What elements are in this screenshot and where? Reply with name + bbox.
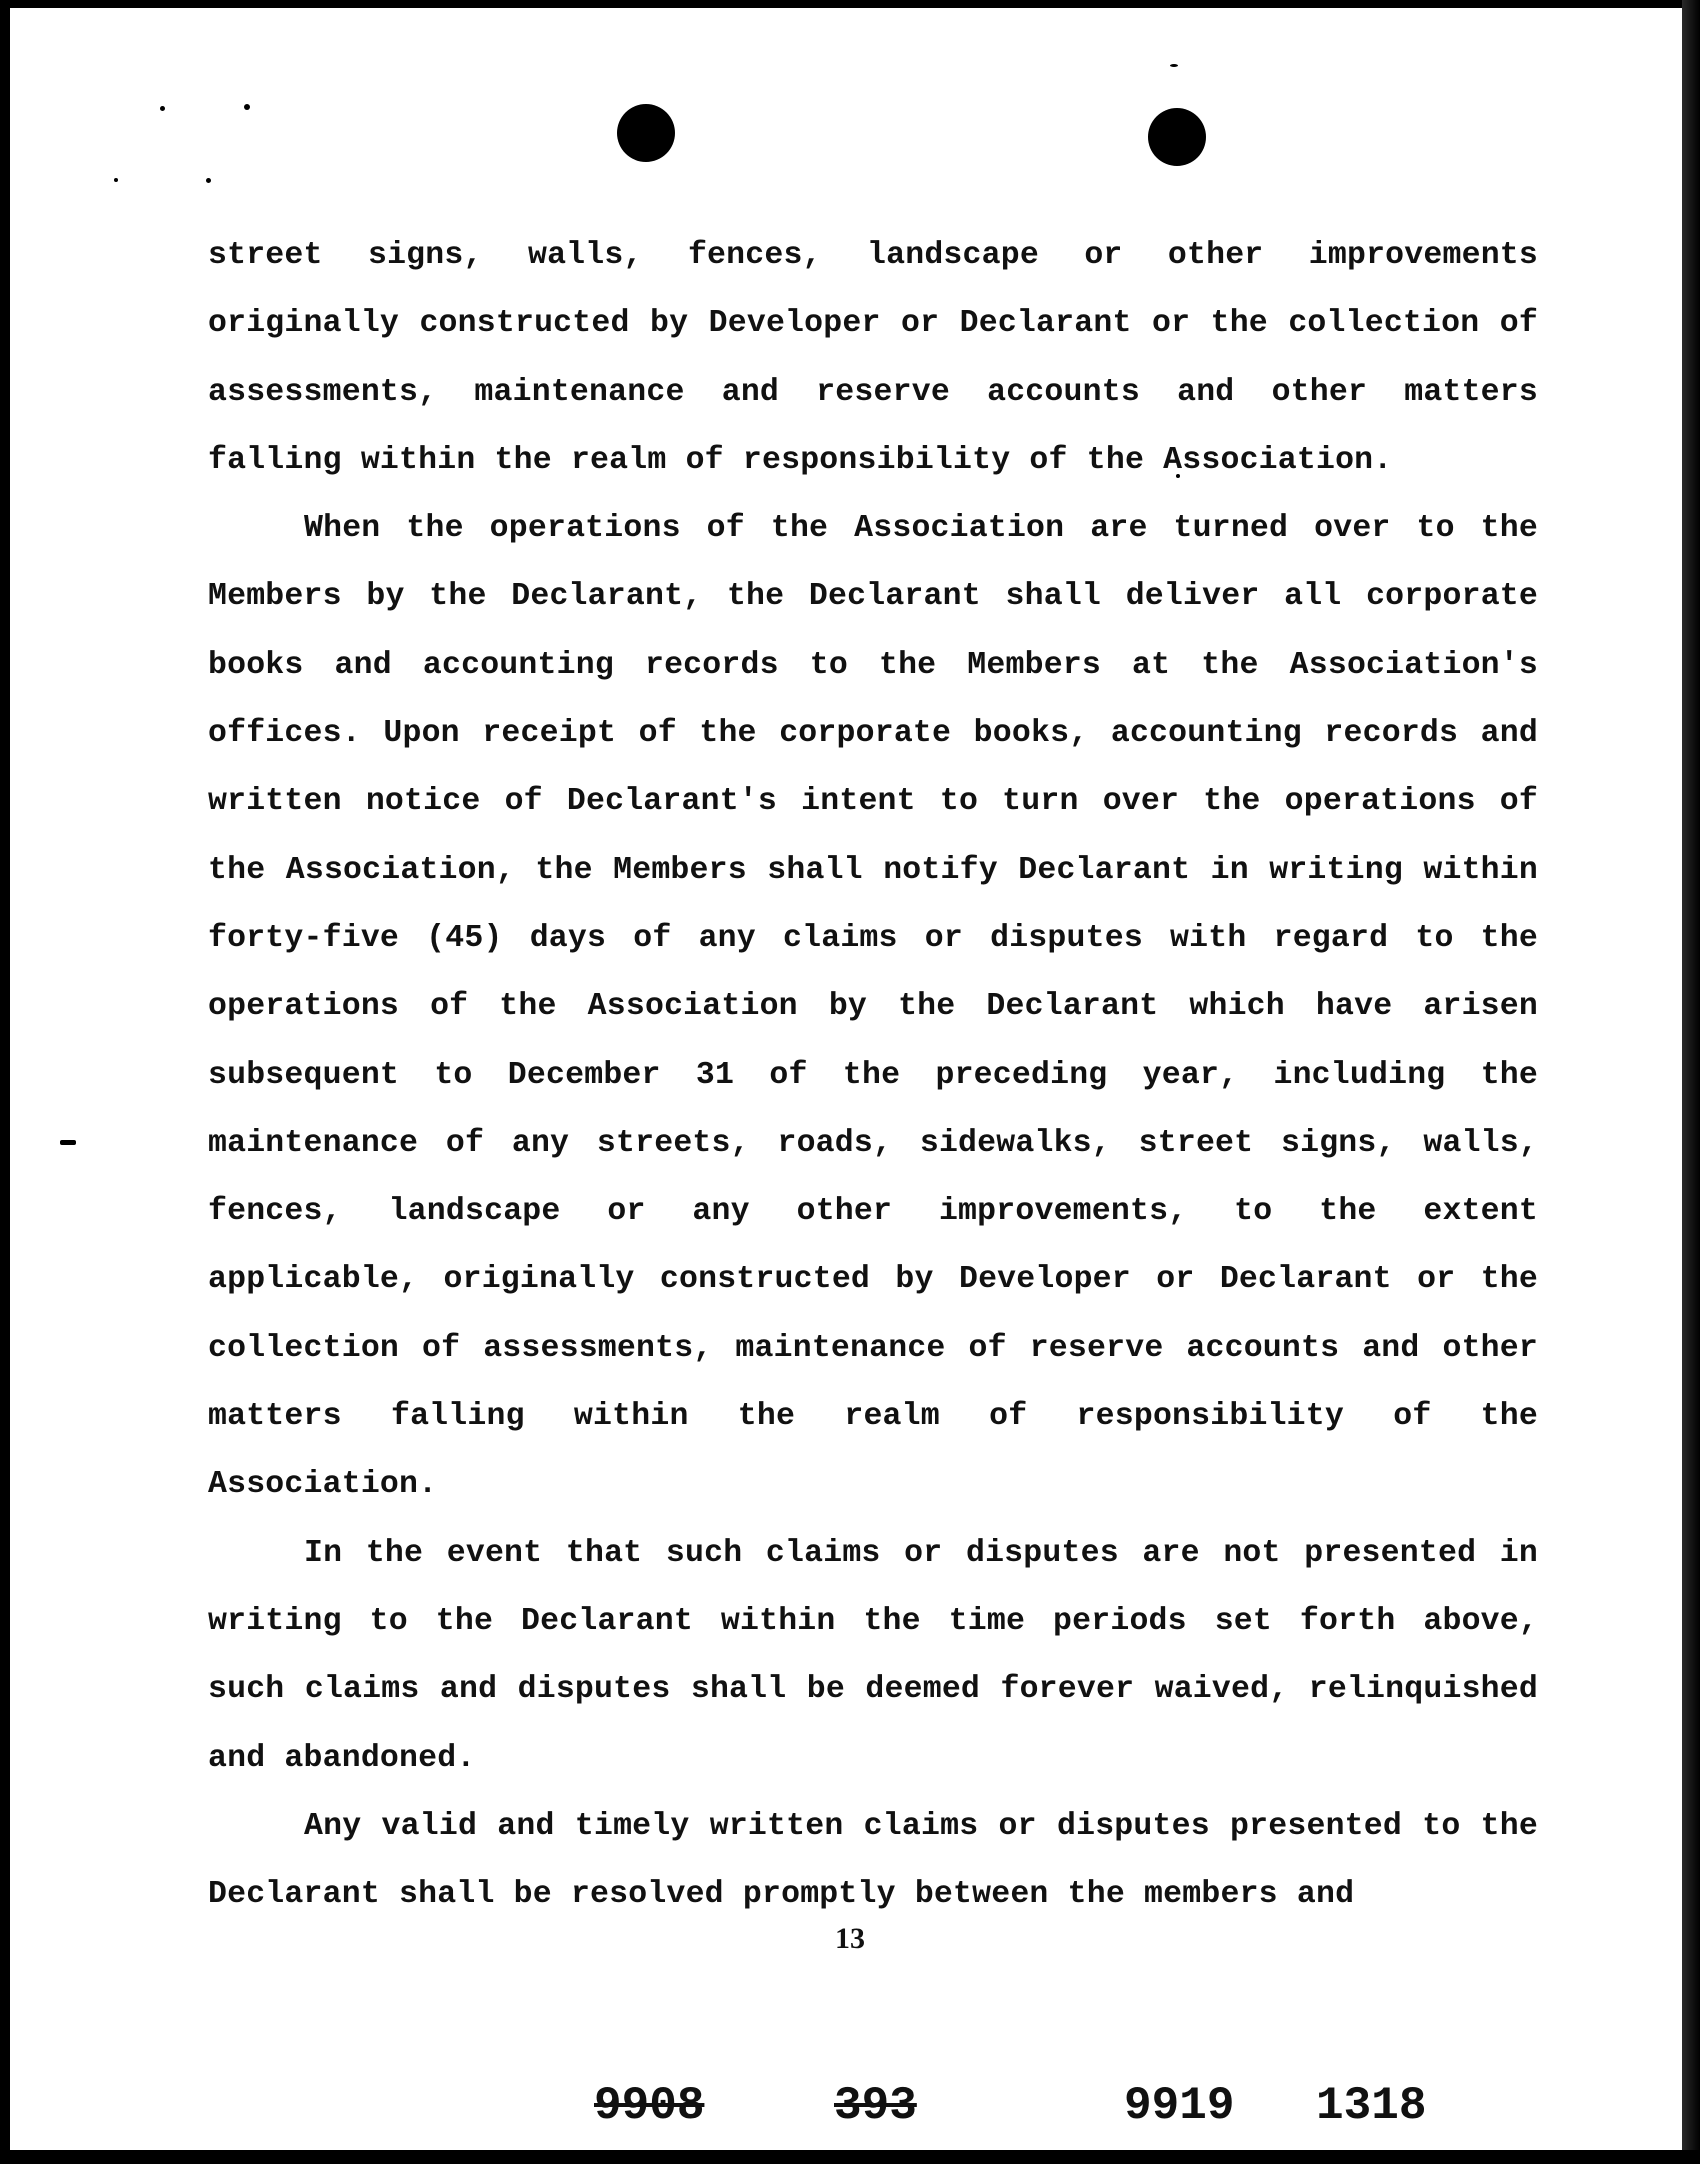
scan-speck: [244, 104, 250, 110]
recording-stamp-page: 1318: [1316, 2080, 1427, 2132]
scan-speck: [206, 178, 211, 183]
paragraph-resolution: Any valid and timely written claims or disputes presented to the Declarant shall be resolved promptly between the members and: [208, 1808, 1538, 1913]
scan-edge-left: [0, 0, 10, 2164]
recording-stamp-book: 9919: [1124, 2080, 1235, 2132]
punch-hole-left: [617, 104, 675, 162]
scan-edge-right: [1682, 0, 1700, 2164]
punch-hole-right: [1148, 108, 1206, 166]
scan-speck: [114, 178, 118, 182]
body-text: [208, 222, 1538, 1929]
recording-stamp-struck-1: 9908: [594, 2080, 705, 2132]
recording-stamp-struck-2: 393: [834, 2080, 917, 2132]
paragraph-continued: street signs, walls, fences, landscape or other improvements originally constructed by Developer or Declarant or the collection of assessments, maintenance and reserve accounts and other matters falling within the realm of responsibility of the Association.: [208, 238, 1538, 478]
scan-speck: [1170, 64, 1178, 67]
scan-speck: [160, 106, 165, 111]
page-number: 13: [835, 1922, 865, 1955]
scan-edge-bottom: [0, 2150, 1700, 2164]
scan-edge-top: [0, 0, 1700, 8]
scan-speck: [60, 1140, 76, 1145]
paragraph-turnover-operations: When the operations of the Association are turned over to the Members by the Declarant, the Declarant shall deliver all corporate books and accounting records to the Members at the Association's offices. Upon receipt of the corporate books, accounting records and written notice of Declarant's intent to turn over the operations of the Association, the Members shall notify Declarant in writing within forty-five (45) days of any claims or disputes with regard to the operations of the Association by the Declarant which have arisen subsequent to December 31 of the preceding year, including the maintenance of any streets, roads, sidewalks, street signs, walls, fences, landscape or any other improvements, to the extent applicable, originally constructed by Developer or Declarant or the collection of assessments, maintenance of reserve accounts and other matters falling within the realm of responsibility of the Association.: [208, 511, 1538, 1503]
paragraph-waiver: In the event that such claims or disputes are not presented in writing to the Declarant within the time periods set forth above, such claims and disputes shall be deemed forever waived, relinquished and abandoned.: [208, 1535, 1538, 1776]
